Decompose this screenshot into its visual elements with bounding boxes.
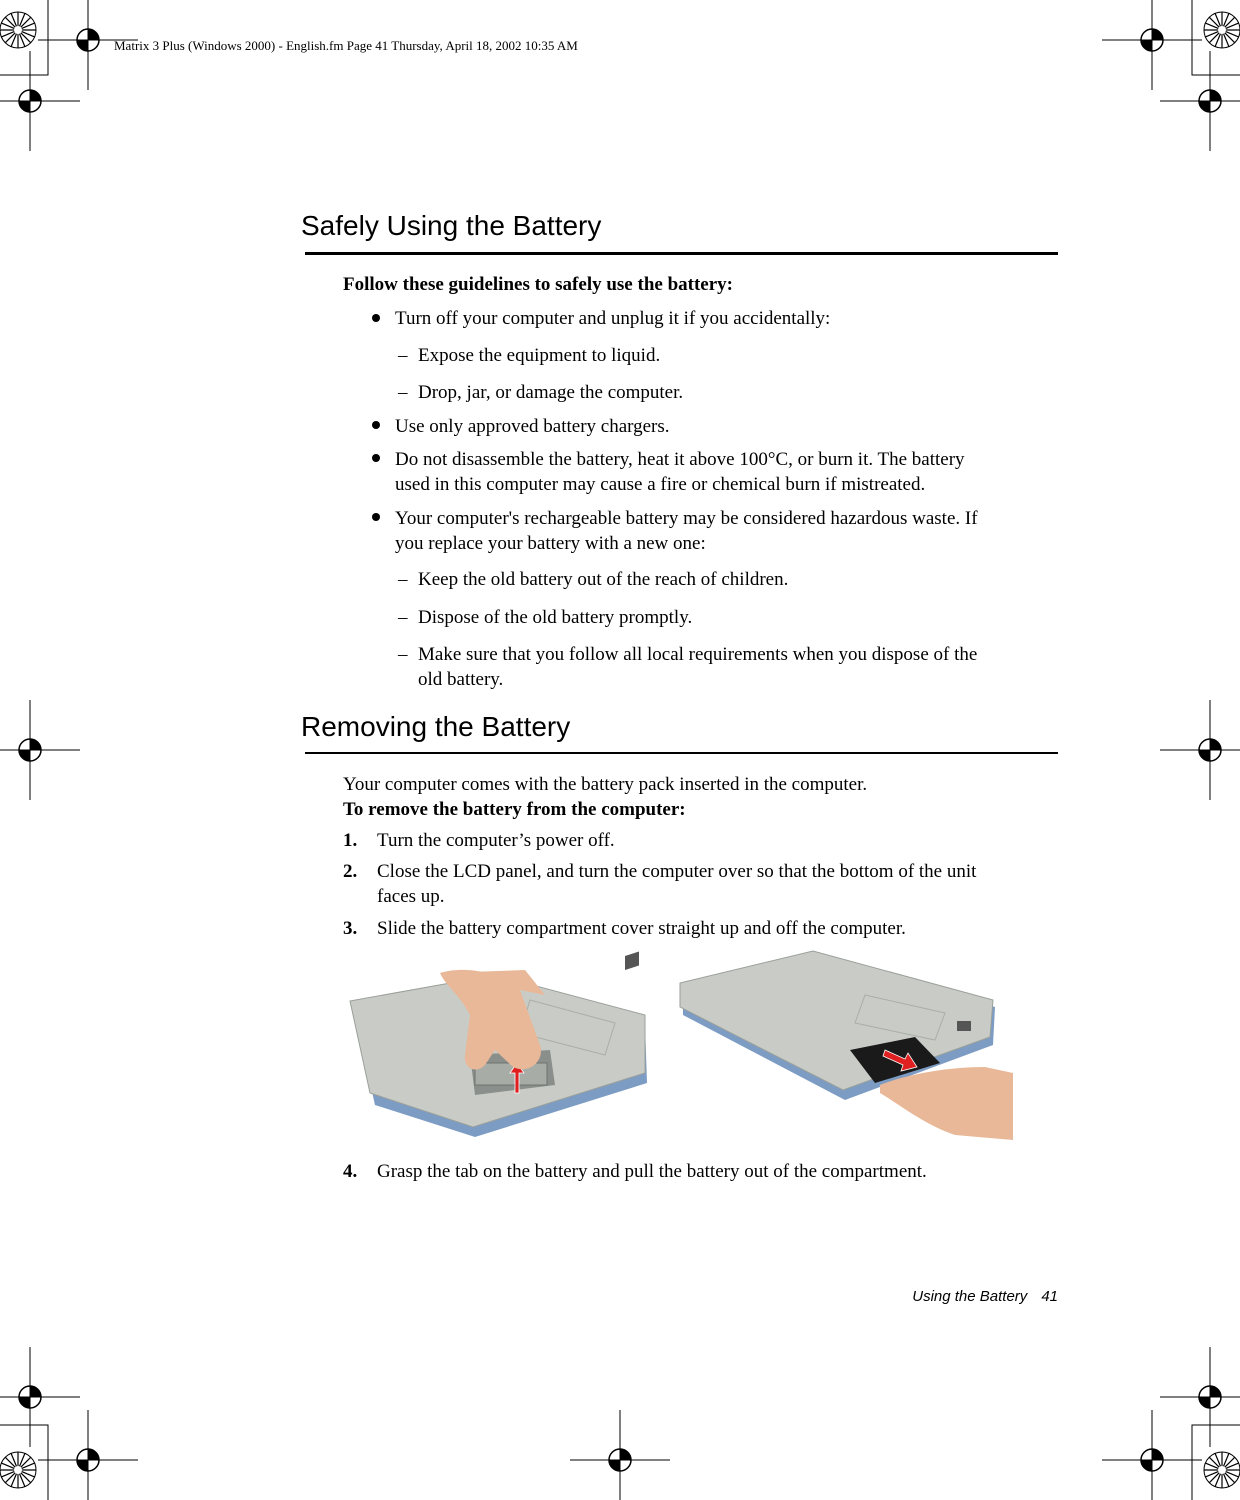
laptop-cover-removal-image <box>350 951 647 1137</box>
removing-intro: Your computer comes with the battery pack inserted in the computer. <box>343 774 868 795</box>
bullet-approved-chargers: Use only approved battery chargers. <box>395 416 670 437</box>
dash: – <box>398 607 408 628</box>
crosshair-icon <box>1160 51 1240 151</box>
section-divider <box>305 252 1058 255</box>
bullet-turn-off: Turn off your computer and unplug it if you accidentally: <box>395 308 831 329</box>
laptop-battery-pulled-image <box>680 951 1013 1140</box>
step-number: 2. <box>343 861 358 882</box>
step-grasp-tab: Grasp the tab on the battery and pull the battery out of the compartment. <box>377 1161 927 1182</box>
crosshair-icon <box>570 1410 670 1500</box>
dash: – <box>398 345 408 366</box>
crosshair-icon <box>1160 700 1240 800</box>
step-number: 4. <box>343 1161 358 1182</box>
bullet-disassemble-line1: Do not disassemble the battery, heat it above 100°C, or burn it. The battery <box>395 449 965 470</box>
print-header: Matrix 3 Plus (Windows 2000) - English.fm Page 41 Thursday, April 18, 2002 10:35 AM <box>114 38 578 53</box>
step-number: 3. <box>343 918 358 939</box>
section-title-safely-using: Safely Using the Battery <box>301 210 602 241</box>
star-mark-icon <box>1204 1452 1240 1488</box>
section-divider <box>305 752 1058 754</box>
bullet-hazardous-line1: Your computer's rechargeable battery may be considered hazardous waste. If <box>395 508 978 529</box>
page-footer <box>912 1288 1058 1305</box>
sub-item-dispose-promptly: Dispose of the old battery promptly. <box>418 607 693 628</box>
crosshair-icon <box>38 1410 138 1500</box>
step-power-off: Turn the computer’s power off. <box>377 830 615 851</box>
sub-item-expose-liquid: Expose the equipment to liquid. <box>418 345 661 366</box>
crosshair-icon <box>0 51 80 151</box>
step-close-lcd-line2: faces up. <box>377 886 445 907</box>
bullet-icon <box>372 454 380 462</box>
guidelines-intro: Follow these guidelines to safely use the battery: <box>343 274 733 295</box>
bullet-icon <box>372 513 380 521</box>
dash: – <box>398 644 408 665</box>
footer-chapter: Using the Battery <box>912 1288 1028 1305</box>
crosshair-icon <box>1160 1347 1240 1447</box>
bullet-hazardous-line2: you replace your battery with a new one: <box>395 533 706 554</box>
section-title-removing: Removing the Battery <box>301 711 571 742</box>
bullet-icon <box>372 314 380 322</box>
star-mark-icon <box>1204 12 1240 48</box>
bullet-disassemble-line2: used in this computer may cause a fire or chemical burn if mistreated. <box>395 474 926 495</box>
sub-item-local-requirements-line2: old battery. <box>418 669 504 690</box>
step-number: 1. <box>343 830 358 851</box>
page-number: 41 <box>1041 1288 1058 1305</box>
dash: – <box>398 382 408 403</box>
crosshair-icon <box>0 1347 80 1447</box>
sub-item-local-requirements-line1: Make sure that you follow all local requirements when you dispose of the <box>418 644 978 665</box>
dash: – <box>398 569 408 590</box>
star-mark-icon <box>0 12 36 48</box>
procedure-heading: To remove the battery from the computer: <box>343 799 686 820</box>
bullet-icon <box>372 421 380 429</box>
star-mark-icon <box>0 1452 36 1488</box>
sub-item-drop-jar: Drop, jar, or damage the computer. <box>418 382 684 403</box>
sub-item-keep-away-children: Keep the old battery out of the reach of children. <box>418 569 789 590</box>
crosshair-icon <box>1102 0 1202 90</box>
step-close-lcd-line1: Close the LCD panel, and turn the computer over so that the bottom of the unit <box>377 861 977 882</box>
crosshair-icon <box>1102 1410 1202 1500</box>
crosshair-icon <box>0 700 80 800</box>
battery-removal-illustration <box>345 955 1015 1140</box>
step-slide-cover: Slide the battery compartment cover straight up and off the computer. <box>377 918 906 939</box>
